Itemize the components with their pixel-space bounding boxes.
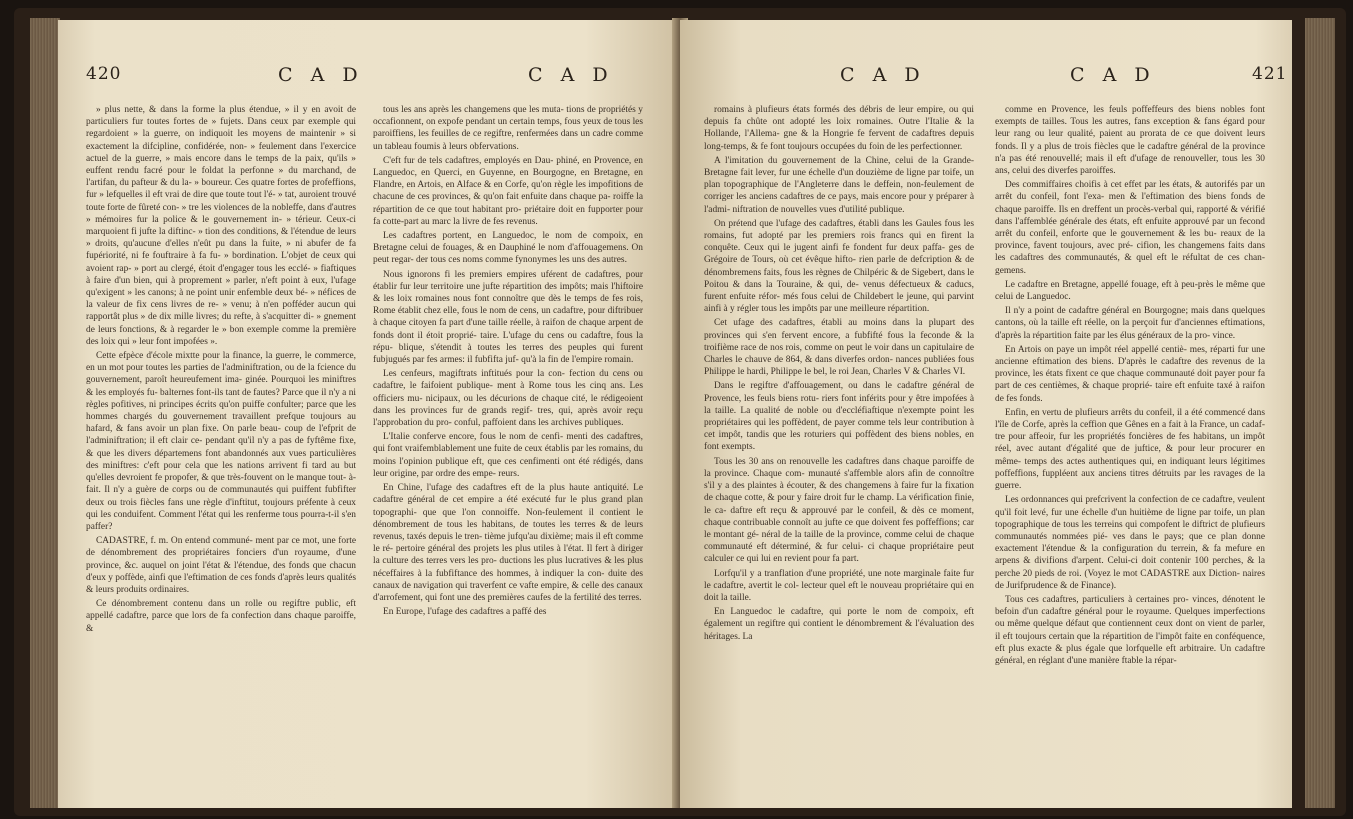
right-page-edges xyxy=(1305,18,1335,808)
paragraph: C'eft fur de tels cadaftres, employés en Dau- phiné, en Provence, en Languedoc, en Querci, en Guyenne, en Bourgogne, en Bretagne, en Flandre, en Artois, en Alface & en Corfe, qu'on règle les impofitions de chacune de ces provinces, & qu'on fait enfuite dans chaque pa- roiffe la répartition de ce que tout habitant pro- priétaire doit en fupporter pour fa cotte-part au marc la livre de fes revenus. xyxy=(373,155,643,227)
paragraph: » plus nette, & dans la forme la plus étendue, » il y en avoit de particuliers fur toutes fortes de » fujets. Dans ceux par exemple qui regardoient » la guerre, on indiquoit les moyens de maintenir » si exactement la difcipline, confidérée, non- » feulement dans l'exercice actuel de la guerre, » mais encore dans le temps de la paix, qu'ils » euffent rendu facré pour le foldat la perfonne » du marchand, de l'artifan, du pafteur & du la- » boureur. Ces quatre fortes de profeffions, fur » lefquelles il eft vrai de dire que toute tout l'é- » tat, auroient trouvé toute forte de fûreté con- » tre les violences de la nobleffe, dans d'autres » mémoires fur la police & le gouvernement in- » térieur. Ceux-ci marquoient fi jufte la diftinc- » tion des conditions, & l'étendue de leurs » droits, qu'aucune d'elles n'eût pu dans la fuite, » ni abufer de fa fupériorité, ni fe fouftraire à fa fu- » bordination. L'objet de ceux qui avoient rap- » port au clergé, étoit d'engager tous les ecclé- » fiaftiques à faire d'un bien, qui à proprement » parler, n'eft point à eux, l'ufage qu'exigent » les canons; à ne point unir enfemble deux bé- » néfices de la valeur de fix cens livres de re- » venu; à n'en pofféder aucun qui rapportât plus » de dix mille livres; du refte, à s'acquitter di- » gnement de leurs fonctions, & à regarder le » bon exemple comme la première des loix qui » leur font impofées ». xyxy=(86,105,356,347)
text-column-1 xyxy=(704,104,974,804)
paragraph: romains à plufieurs états formés des débris de leur empire, ou qui depuis fa chûte ont adopté les loix romaines. Outre l'Italie & la Hollande, l'Allema- gne & la Hongrie fe fervent de cadaftres depuis long-temps, & fe font toujours occupées du foin de les perfectionner. xyxy=(704,105,974,152)
page-number: 421 xyxy=(1252,64,1288,84)
running-head: C A D xyxy=(528,64,614,86)
paragraph: Lorfqu'il y a tranflation d'une propriété, une note marginale faite fur le cadaftre, avertit le col- lecteur quel eft le nouveau propriétaire qui en doit la taille. xyxy=(704,568,974,603)
paragraph: Les cenfeurs, magiftrats inftitués pour la con- fection du cens ou cadaftre, le faifoient publique- ment à Rome tous les cinq ans. Les officiers mu- nicipaux, ou les décurions de chaque cité, le rédigeoient dans les provinces fur de grands regif- tres, qui, après avoir reçu l'approbation du pro- conful, paffoient dans les archives publiques. xyxy=(373,369,643,429)
paragraph: CADASTRE, f. m. On entend communé- ment par ce mot, une forte de dénombrement des propriétaires fonciers d'un royaume, d'une province, &c. auquel on joint l'état & l'étendue, des fonds que chacun d'eux y poffède, ainfi que l'eftimation de ces fonds d'après leurs qualités & leurs produits ordinaires. xyxy=(86,536,356,595)
paragraph: L'Italie conferve encore, fous le nom de cenfi- menti des cadaftres, qui font vraifemblablement une fuite de ceux établis par les romains, du moins l'opinion publique eft, que ces cenfimenti ont été rédigés, dans leur origine, par ordre des empe- reurs. xyxy=(373,432,643,479)
text-column-1 xyxy=(86,104,356,804)
page-number: 420 xyxy=(86,64,122,84)
paragraph: On prétend que l'ufage des cadaftres, établi dans les Gaules fous les romains, fut adopté par les premiers rois francs qui en firent la conquête. Ceux qui le jugent ainfi fe fondent fur deux paffa- ges de Grégoire de Tours, où cet évêque hifto- rien parle de defcription & de dénombremens faits, fous les règnes de Chilpéric & de Sigebert, dans le Poitou & dans la Touraine, & qui, de- venus défectueux & caducs, furent enfuite réfor- més fous celui de Childebert le jeune, qui parvint ainfi à y régler tous les impôts par une meilleure répartition. xyxy=(704,218,974,315)
paragraph: Les cadaftres portent, en Languedoc, le nom de compoix, en Bretagne celui de fouages, & en Dauphiné le nom d'affouagemens. On peut regar- der tous ces noms comme fynonymes les uns des autres. xyxy=(373,231,643,266)
right-page xyxy=(680,20,1292,808)
running-head: C A D xyxy=(840,64,926,86)
paragraph: En Chine, l'ufage des cadaftres eft de la plus haute antiquité. Le cadaftre général de cet empire a été exécuté fur le plus grand plan topographi- que que l'on connoiffe. Non-feulement il contient le dénombrement de tous les habitans, de toutes les terres & de leurs revenus, taxés depuis le tren- tième jufqu'au dixième; mais il eft comme le ré- pertoire général des projets les plus utiles à l'état. Il fert à diriger la culture des terres vers les pro- ductions les plus lucratives & les plus néceffaires à la fubfiftance des hommes, à indiquer la con- duite des canaux de navigation qui traverfent ce vafte empire, & celle des canaux d'arrofement, qui font une des premières caufes de la fertilité des terres. xyxy=(373,483,643,603)
paragraph: tous les ans après les changemens que les muta- tions de propriétés y occafionnent, on expofe pendant un certain temps, fous yeux de tous les paroiffiens, les feuilles de ce regiftre, renfermées dans un cadre comme un tableau foumis à leurs obfervations. xyxy=(373,105,643,152)
paragraph: Le cadaftre en Bretagne, appellé fouage, eft à peu-près le même que celui de Languedoc. xyxy=(995,279,1265,303)
paragraph: Nous ignorons fi les premiers empires uférent de cadaftres, pour établir fur leur territoire une jufte répartition des impôts; mais l'hiftoire & les loix romaines nous font connoître que dès le temps de fes rois, Rome établit chez elle, fous le nom de cens, un cadaftre, pour diftribuer à chaque citoyen fa part d'une taille réelle, à raifon de chaque arpent de fonds dont il étoit proprié- taire. L'ufage du cens ou cadaftre, fous la répu- blique, s'étendit à toutes les terres des peuples qui furent fubjugués par fes armes: il fubfifta juf- qu'à la fin de l'empire romain. xyxy=(373,269,643,366)
running-head: C A D xyxy=(278,64,364,86)
paragraph: comme en Provence, les feuls poffeffeurs des biens nobles font exempts de tailles. Tous les autres, fans exception & fans égard pour leur rang ou leur qualité, paient au prorata de ce que doivent leurs fonds. Il y a plus de trois fiècles que le cadaftre général de la province n'a pas été renouvellé; mais il eft d'ufage de renouveller, tous les 30 ans, celui des diverfes paroiffes. xyxy=(995,105,1265,177)
text-column-2 xyxy=(995,104,1265,804)
paragraph: Il n'y a point de cadaftre général en Bourgogne; mais dans quelques cantons, où la taille eft réelle, on la perçoit fur d'anciennes eftimations, d'après la répartition faite par les élus généraux de la pro- vince. xyxy=(995,306,1265,341)
paragraph: Des commiffaires choifis à cet effet par les états, & autorifés par un arrêt du confeil, font l'exa- men & l'eftimation des biens fonds de chaque paroiffe. Ils en dreffent un procès-verbal qui, rapporté & vérifié dans l'affemblée générale des états, eft enfuite approuvé par un fecond arrêt du confeil, enforte que le gouvernement & les bu- reaux de la province, favent toujours, avec pré- cifion, les changemens faits dans les cadaftres des communautés, & quel eft le réfultat de ces chan- gemens. xyxy=(995,180,1265,276)
paragraph: Enfin, en vertu de plufieurs arrêts du confeil, il a été commencé dans l'île de Corfe, après la ceffion que Gênes en a fait à la France, un cadaf- tre pour affeoir, fur les propriétés foncières de fes habitans, un impôt réel, avec autant d'égalité que de juftice, & pour leur procurer en même- temps des actes authentiques qui, en indiquant leurs légitimes poffeffions, fuppléent aux anciens titres détruits par les ravages de la guerre. xyxy=(995,407,1265,492)
paragraph: Ce dénombrement contenu dans un rolle ou regiftre public, eft appellé cadaftre, parce que lors de fa confection dans chaque paroiffe, & xyxy=(86,599,356,634)
paragraph: Dans le regiftre d'affouagement, ou dans le cadaftre général de Provence, les feuls biens rotu- riers font inférits pour y être impofées à la taille. La qualité de noble ou d'eccléfiaftique n'exempte point les propriétaires qui les poffèdent, de payer comme tels leur contribution à cet impôt, tandis que les roturiers qui poffèdent des biens nobles, en font exempts. xyxy=(704,381,974,453)
paragraph: Tous les 30 ans on renouvelle les cadaftres dans chaque paroiffe de la province. Chaque com- munauté s'affemble alors afin de connoître s'il y a des plaintes à écouter, & des changemens à faire fur la fixation de chaque cotte, & pour y faire droit fur le champ. La vérification finie, le ca- daftre eft reçu & approuvé par le confeil, & dès ce moment, chaque contribuable connoît au jufte ce que doivent fes poffeffions; car le montant gé- néral de la taille de la province, comme celui de chaque communauté eft déterminé, & fur celui- ci chaque propriétaire peut calculer ce qui lui en revient pour fa part. xyxy=(704,456,974,565)
paragraph: Cet ufage des cadaftres, établi au moins dans la plupart des provinces qui s'en fervent encore, a fubfifté fous la feconde & la troifième race de nos rois, comme on peut le voir dans un capitulaire de Charles le chauve de 864, & dans diverfes ordon- nances publiées fous Philippe le hardi, Philippe le bel, le roi Jean, Charles V & Charles VI. xyxy=(704,318,974,378)
running-head: C A D xyxy=(1070,64,1156,86)
paragraph: En Europe, l'ufage des cadaftres a paffé des xyxy=(383,607,547,618)
paragraph: A l'imitation du gouvernement de la Chine, celui de la Grande-Bretagne fait lever, fur une échelle d'un douzième de ligne par toife, un plan topographique de l'Angleterre dans le deffein, non-feulement de corriger les anciens cadaftres de ce pays, mais encore pour y préparer à l'admi- niftration de nouvelles vues d'utilité publique. xyxy=(704,155,974,215)
paragraph: Cette efpèce d'école mixtte pour la finance, la guerre, le commerce, en un mot pour toutes les parties de l'adminiftration, ou de la fcience du gouvernement, paroît heureufement ima- ginée. Pourquoi les miniftres & les employés fu- balternes font-ils tant de fautes? Parce que il n'y a ni règles pofitives, ni principes écrits qu'on puiffe confulter; parce que les hommes chargés du gouvernement travaillent prefque toujours au hafard, & fans avoir un plan fixe. On parle beau- coup de l'efprit de l'adminiftration; il eft clair ce- pendant qu'il n'y a pas de fyftême fixe, & que les divers départemens font abandonnés aux vues particulières des miniftres: c'eft pour cela que les nations arrivent fi tard au but qu'elles devroient fe propofer, & que très-fouvent on le manque tout- à-fait. Il n'y a guère de corps ou de communautés qui puiffent fubfifter deux ou trois fiècles fans une règle d'inftitut, toujours préfente à ceux qui les conduifent. Comment l'état qui les renferme tous pourra-t-il s'en paffer? xyxy=(86,351,356,532)
left-page xyxy=(58,20,678,808)
paragraph: En Languedoc le cadaftre, qui porte le nom de compoix, eft également un regiftre qui contient le dénombrement & l'évaluation des héritages. La xyxy=(704,607,974,642)
left-page-edges xyxy=(30,18,60,808)
paragraph: En Artois on paye un impôt réel appellé centiè- mes, réparti fur une ancienne eftimation des biens. D'après le cadaftre des revenus de la province, les états fixent ce que chaque communauté doit payer pour fa part de ces centièmes, & chaque proprié- taire eft enfuite taxé à raifon de fes fonds. xyxy=(995,344,1265,404)
paragraph: Tous ces cadaftres, particuliers à certaines pro- vinces, dénotent le befoin d'un cadaftre général pour le royaume. Quelques imperfections ou même quelque défaut que contiennent ceux dont on vient de parler, il eft toujours certain que la répartition de l'impôt faite en conféquence, eft plus exacte & plus égale que lorfquelle eft arbitraire. Un cadaftre général, en réglant d'une manière ftable la répar- xyxy=(995,594,1265,666)
text-column-2 xyxy=(373,104,643,804)
paragraph: Les ordonnances qui prefcrivent la confection de ce cadaftre, veulent qu'il foit levé, fur une échelle d'un huitième de ligne par toife, un plan topographique de tous les terreins qui compofent le diftrict de plufieurs communautés nommées pié- ves dans le pays; que ce plan donne exactement l'étendue & la configuration du terrein, & fa mefure en arpens & divifions d'arpent. Celui-ci doit contenir 100 perches, & la perche 20 pieds de roi. (Voyez le mot CADASTRE aux Diction- naires de Jurifprudence & de Finance). xyxy=(995,495,1265,591)
